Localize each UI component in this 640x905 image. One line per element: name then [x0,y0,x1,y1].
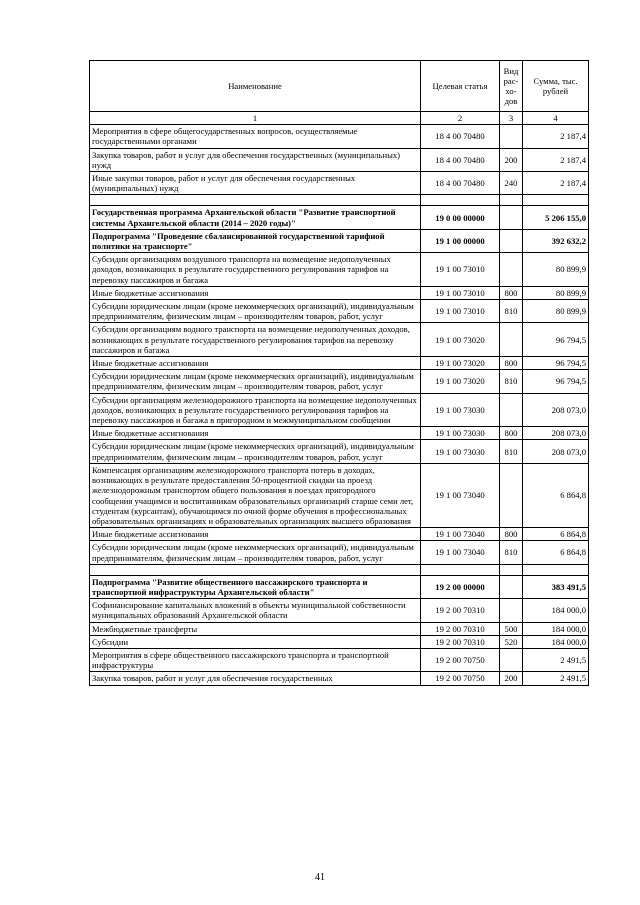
header-sum: Сумма, тыс. рублей [523,61,589,112]
expense-type-cell: 810 [500,300,523,323]
amount-cell: 208 073,0 [523,427,589,440]
table-row [90,528,589,541]
target-code-cell: 19 1 00 73040 [421,463,500,527]
amount-cell: 6 864,8 [523,463,589,527]
table-row [90,648,589,671]
amount-cell: 2 187,4 [523,148,589,171]
amount-cell: 2 187,4 [523,125,589,148]
empty-cell [90,564,421,575]
column-number: 4 [523,112,589,125]
row-name-cell: Иные бюджетные ассигнования [90,357,421,370]
target-code-cell: 19 1 00 73020 [421,357,500,370]
empty-cell [523,195,589,206]
row-name-cell: Иные бюджетные ассигнования [90,286,421,299]
expense-type-cell: 800 [500,357,523,370]
row-name-cell: Закупка товаров, работ и услуг для обеспечения государственных [90,672,421,685]
expense-type-cell [500,229,523,252]
target-code-cell: 19 1 00 73030 [421,427,500,440]
table-row [90,300,589,323]
row-name-cell: Подпрограмма "Проведение сбалансированной государственной тарифной политики на транспорте" [90,229,421,252]
empty-cell [500,564,523,575]
amount-cell: 80 899,9 [523,253,589,287]
table-row [90,393,589,427]
empty-cell [421,564,500,575]
row-name-cell: Мероприятия в сфере общественного пассажирского транспорта и транспортной инфраструктуры [90,648,421,671]
table-row [90,125,589,148]
amount-cell: 5 206 155,0 [523,206,589,229]
expense-type-cell [500,206,523,229]
amount-cell: 6 864,8 [523,541,589,564]
amount-cell: 184 000,0 [523,599,589,622]
target-code-cell: 18 4 00 70480 [421,148,500,171]
table-header-row [90,61,589,112]
expense-type-cell: 200 [500,148,523,171]
expense-type-cell: 800 [500,427,523,440]
header-target: Целевая статья [421,61,500,112]
table-row [90,172,589,195]
target-code-cell: 19 1 00 73010 [421,286,500,299]
target-code-cell: 19 2 00 70310 [421,635,500,648]
target-code-cell: 19 2 00 70750 [421,672,500,685]
budget-table [89,60,589,686]
row-name-cell: Межбюджетные трансферты [90,622,421,635]
target-code-cell: 19 2 00 70310 [421,622,500,635]
expense-type-cell: 800 [500,286,523,299]
expense-type-cell [500,599,523,622]
expense-type-cell [500,125,523,148]
target-code-cell: 19 1 00 73010 [421,253,500,287]
expense-type-cell [500,648,523,671]
table-row [90,323,589,357]
row-name-cell: Субсидии юридическим лицам (кроме некоммерческих организаций), индивидуальным предпринимателям, физическим лицам – производителям товаров, работ, услуг [90,370,421,393]
column-number-row [90,112,589,125]
amount-cell: 80 899,9 [523,300,589,323]
table-row [90,672,589,685]
expense-type-cell: 520 [500,635,523,648]
page-number: 41 [315,872,325,883]
target-code-cell: 19 1 00 73040 [421,541,500,564]
amount-cell: 96 794,5 [523,357,589,370]
row-name-cell: Софинансирование капитальных вложений в объекты муниципальной собственности муниципальных образований Архангельской области [90,599,421,622]
row-name-cell: Государственная программа Архангельской области "Развитие транспортной системы Архангельской области (2014 – 2020 годы)" [90,206,421,229]
table-row [90,370,589,393]
table-row [90,148,589,171]
target-code-cell: 19 2 00 70310 [421,599,500,622]
spacer-row [90,564,589,575]
amount-cell: 184 000,0 [523,622,589,635]
target-code-cell: 19 0 00 00000 [421,206,500,229]
row-name-cell: Иные закупки товаров, работ и услуг для обеспечения государственных (муниципальных) нужд [90,172,421,195]
program-row [90,229,589,252]
amount-cell: 6 864,8 [523,528,589,541]
table-row [90,253,589,287]
column-number: 1 [90,112,421,125]
empty-cell [523,564,589,575]
target-code-cell: 19 1 00 73030 [421,393,500,427]
amount-cell: 96 794,5 [523,323,589,357]
row-name-cell: Закупка товаров, работ и услуг для обеспечения государственных (муниципальных) нужд [90,148,421,171]
amount-cell: 392 632,2 [523,229,589,252]
expense-type-cell: 810 [500,370,523,393]
table-row [90,357,589,370]
target-code-cell: 19 1 00 00000 [421,229,500,252]
amount-cell: 184 000,0 [523,635,589,648]
target-code-cell: 19 1 00 73020 [421,323,500,357]
expense-type-cell [500,575,523,598]
column-number: 2 [421,112,500,125]
program-row [90,206,589,229]
table-row [90,599,589,622]
amount-cell: 2 491,5 [523,648,589,671]
target-code-cell: 18 4 00 70480 [421,125,500,148]
amount-cell: 80 899,9 [523,286,589,299]
table-row [90,635,589,648]
column-number: 3 [500,112,523,125]
target-code-cell: 19 1 00 73040 [421,528,500,541]
expense-type-cell [500,463,523,527]
expense-type-cell: 800 [500,528,523,541]
amount-cell: 2 187,4 [523,172,589,195]
header-type: Вид рас-хо-дов [500,61,523,112]
amount-cell: 383 491,5 [523,575,589,598]
table-row [90,440,589,463]
spacer-row [90,195,589,206]
expense-type-cell: 240 [500,172,523,195]
row-name-cell: Субсидии юридическим лицам (кроме некоммерческих организаций), индивидуальным предпринимателям, физическим лицам – производителям товаров, работ, услуг [90,440,421,463]
table-body [90,125,589,685]
amount-cell: 208 073,0 [523,440,589,463]
expense-type-cell [500,253,523,287]
target-code-cell: 19 1 00 73010 [421,300,500,323]
target-code-cell: 18 4 00 70480 [421,172,500,195]
expense-type-cell: 200 [500,672,523,685]
target-code-cell: 19 2 00 00000 [421,575,500,598]
expense-type-cell: 810 [500,541,523,564]
expense-type-cell [500,323,523,357]
table-row [90,541,589,564]
row-name-cell: Компенсация организациям железнодорожного транспорта потерь в доходах, возникающих в результате предоставления 50-процентной скидки на проезд железнодорожным транспортом общего пользования в поездах пригородного сообщения учащимся и воспитанникам образовательных организаций старше семи лет, студентам (курсантам), обучающимся по очной форме обучения в профессиональных образовательных организациях и образовательных организациях высшего образования [90,463,421,527]
table-row [90,427,589,440]
row-name-cell: Субсидии юридическим лицам (кроме некоммерческих организаций), индивидуальным предпринимателям, физическим лицам – производителям товаров, работ, услуг [90,541,421,564]
row-name-cell: Субсидии организациям железнодорожного транспорта на возмещение недополученных доходов, возникающих в результате государственного регулирования тарифов на перевозку пассажиров и багажа в пригородном и межмуниципальном сообщении [90,393,421,427]
row-name-cell: Мероприятия в сфере общегосударственных вопросов, осуществляемые государственными органами [90,125,421,148]
target-code-cell: 19 1 00 73030 [421,440,500,463]
program-row [90,575,589,598]
empty-cell [90,195,421,206]
row-name-cell: Субсидии юридическим лицам (кроме некоммерческих организаций), индивидуальным предпринимателям, физическим лицам – производителям товаров, работ, услуг [90,300,421,323]
table-row [90,463,589,527]
row-name-cell: Иные бюджетные ассигнования [90,528,421,541]
table-row [90,622,589,635]
row-name-cell: Субсидии организациям воздушного транспорта на возмещение недополученных доходов, возникающих в результате государственного регулирования тарифов на перевозку пассажиров и багажа [90,253,421,287]
empty-cell [421,195,500,206]
empty-cell [500,195,523,206]
amount-cell: 96 794,5 [523,370,589,393]
expense-type-cell [500,393,523,427]
row-name-cell: Иные бюджетные ассигнования [90,427,421,440]
row-name-cell: Субсидии организациям водного транспорта на возмещение недополученных доходов, возникающих в результате государственного регулирования тарифов на перевозку пассажиров и багажа [90,323,421,357]
expense-type-cell: 810 [500,440,523,463]
row-name-cell: Субсидии [90,635,421,648]
expense-type-cell: 500 [500,622,523,635]
amount-cell: 208 073,0 [523,393,589,427]
amount-cell: 2 491,5 [523,672,589,685]
row-name-cell: Подпрограмма "Развитие общественного пассажирского транспорта и транспортной инфраструктуры Архангельской области" [90,575,421,598]
budget-page [89,60,588,686]
target-code-cell: 19 2 00 70750 [421,648,500,671]
table-row [90,286,589,299]
header-name: Наименование [90,61,421,112]
target-code-cell: 19 1 00 73020 [421,370,500,393]
